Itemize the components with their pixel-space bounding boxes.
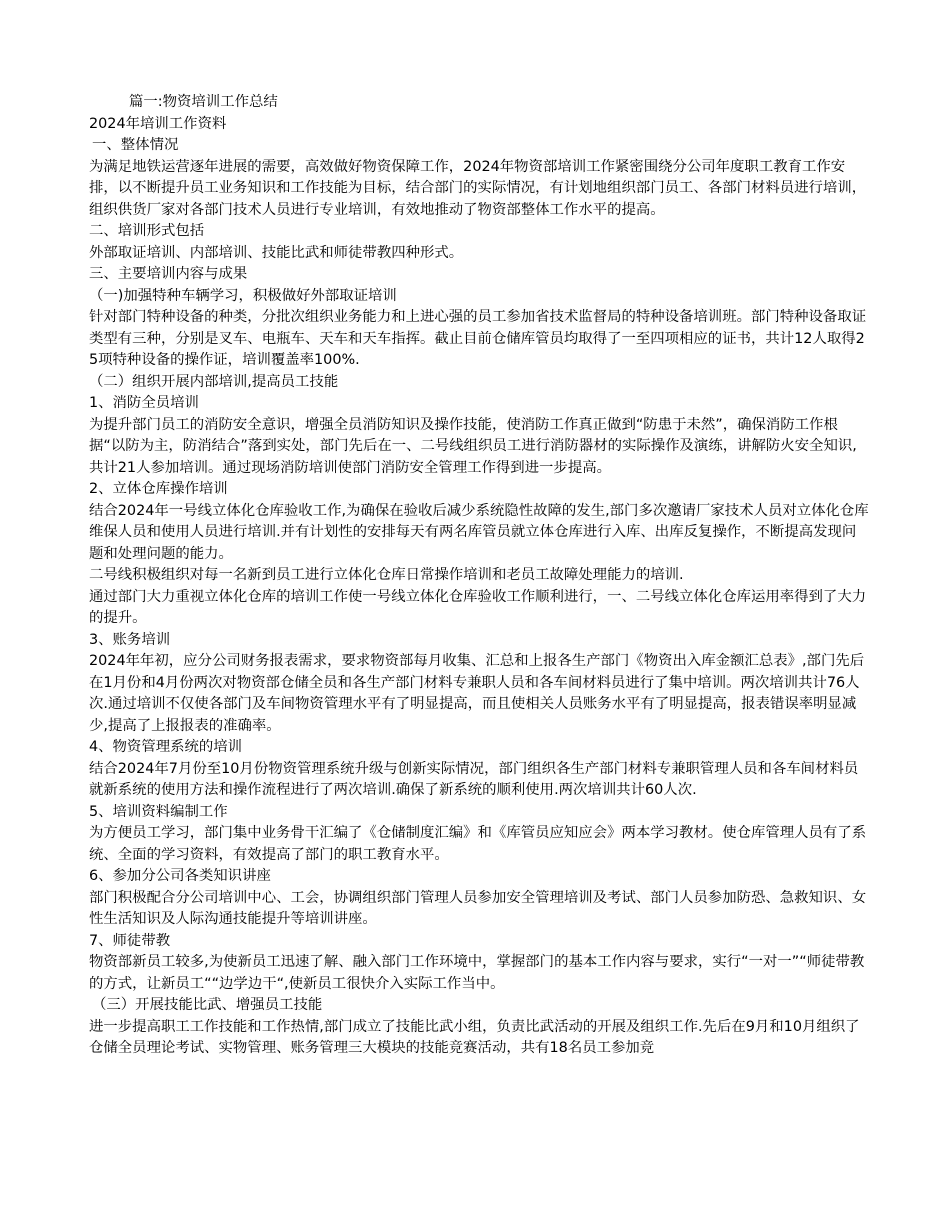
paragraph: 为提升部门员工的消防安全意识，增强全员消防知识及操作技能，使消防工作真正做到“防患于未然”，确保消防工作根据“以防为主，防消结合”落到实处，部门先后在一、二号线组织员工进行消防器材的实际操作及演练，讲解防火安全知识,共计21人参加培训。通过现场消防培训使部门消防安全管理工作得到进一步提高。 <box>89 416 857 476</box>
item-heading: 3、账务培训 <box>89 631 171 648</box>
subsection-heading: （二）组织开展内部培训,提高员工技能 <box>89 373 339 390</box>
section-heading: 二、培训形式包括 <box>89 223 205 239</box>
paragraph: 外部取证培训、内部培训、技能比武和师徒带教四种形式。 <box>89 244 464 261</box>
item-heading: 4、物资管理系统的培训 <box>89 739 243 755</box>
section-heading: 一、整体情况 <box>92 137 179 153</box>
document-subtitle: 2024年培训工作资料 <box>89 115 227 132</box>
section-heading: 三、主要培训内容与成果 <box>89 266 248 282</box>
paragraph: 通过部门大力重视立体化仓库的培训工作使一号线立体化仓库验收工作顺利进行，一、二号线立体化仓库运用率得到了大力的提升。 <box>89 588 867 626</box>
item-heading: 2、立体仓库操作培训 <box>89 481 228 497</box>
document-page <box>89 92 869 1060</box>
item-heading: 1、消防全员培训 <box>89 395 199 411</box>
item-heading: 6、参加分公司各类知识讲座 <box>89 868 271 884</box>
paragraph: 物资部新员工较多,为使新员工迅速了解、融入部门工作环境中，掌握部门的基本工作内容与要求，实行“一对一”“师徒带教的方式，让新员工““边学边干“,使新员工很快介入实际工作当中。 <box>89 954 865 992</box>
paragraph: 针对部门特种设备的种类，分批次组织业务能力和上进心强的员工参加省技术监督局的特种设备培训班。部门特种设备取证类型有三种，分别是叉车、电瓶车、天车和天车指挥。截止目前仓储库管员均取得了一至四项相应的证书，共计12人取得25项特种设备的操作证，培训覆盖率100%. <box>89 309 867 368</box>
item-heading: 7、师徒带教 <box>89 932 171 949</box>
paragraph: 部门积极配合分公司培训中心、工会，协调组织部门管理人员参加安全管理培训及考试、部门人员参加防恐、急救知识、女性生活知识及人际沟通技能提升等培训讲座。 <box>89 889 867 927</box>
paragraph: 2024年年初，应分公司财务报表需求，要求物资部每月收集、汇总和上报各生产部门《物资出入库金额汇总表》,部门先后在1月份和4月份两次对物资部仓储全员和各生产部门材料专兼职人员和各车间材料员进行了集中培训。两次培训共计76人次.通过培训不仅使各部门及车间物资管理水平有了明显提高，而且使相关人员账务水平有了明显提高，报表错误率明显减少,提高了上报报表的准确率。 <box>89 653 865 734</box>
paragraph: 二号线积极组织对每一名新到员工进行立体化仓库日常操作培训和老员工故障处理能力的培训. <box>89 567 684 583</box>
item-heading: 5、培训资料编制工作 <box>89 803 228 820</box>
document-title: 篇一:物资培训工作总结 <box>129 94 278 110</box>
paragraph: 结合2024年一号线立体化仓库验收工作,为确保在验收后减少系统隐性故障的发生,部门多次邀请厂家技术人员对立体化仓库维保人员和使用人员进行培训.并有计划性的安排每天有两名库管员就立体仓库进行入库、出库反复操作，不断提高发现问题和处理问题的能力。 <box>89 502 869 562</box>
paragraph: 进一步提高职工工作技能和工作热情,部门成立了技能比武小组，负责比武活动的开展及组织工作.先后在9月和10月组织了仓储全员理论考试、实物管理、账务管理三大模块的技能竞赛活动，共有18名员工参加竞 <box>89 1018 860 1056</box>
paragraph: 为方便员工学习，部门集中业务骨干汇编了《仓储制度汇编》和《库管员应知应会》两本学习教材。使仓库管理人员有了系统、全面的学习资料，有效提高了部门的职工教育水平。 <box>89 825 867 863</box>
paragraph: 为满足地铁运营逐年进展的需要，高效做好物资保障工作，2024年物资部培训工作紧密围绕分公司年度职工教育工作安排，以不断提升员工业务知识和工作技能为目标，结合部门的实际情况，有计划地组织部门员工、各部门材料员进行培训，组织供货厂家对各部门技术人员进行专业培训，有效地推动了物资部整体工作水平的提高。 <box>89 158 867 218</box>
paragraph: 结合2024年7月份至10月份物资管理系统升级与创新实际情况，部门组织各生产部门材料专兼职管理人员和各车间材料员就新系统的使用方法和操作流程进行了两次培训.确保了新系统的顺利使用.两次培训共计60人次. <box>89 760 859 798</box>
subsection-heading: （一)加强特种车辆学习，积极做好外部取证培训 <box>89 287 397 304</box>
subsection-heading: （三）开展技能比武、增强员工技能 <box>92 997 323 1013</box>
